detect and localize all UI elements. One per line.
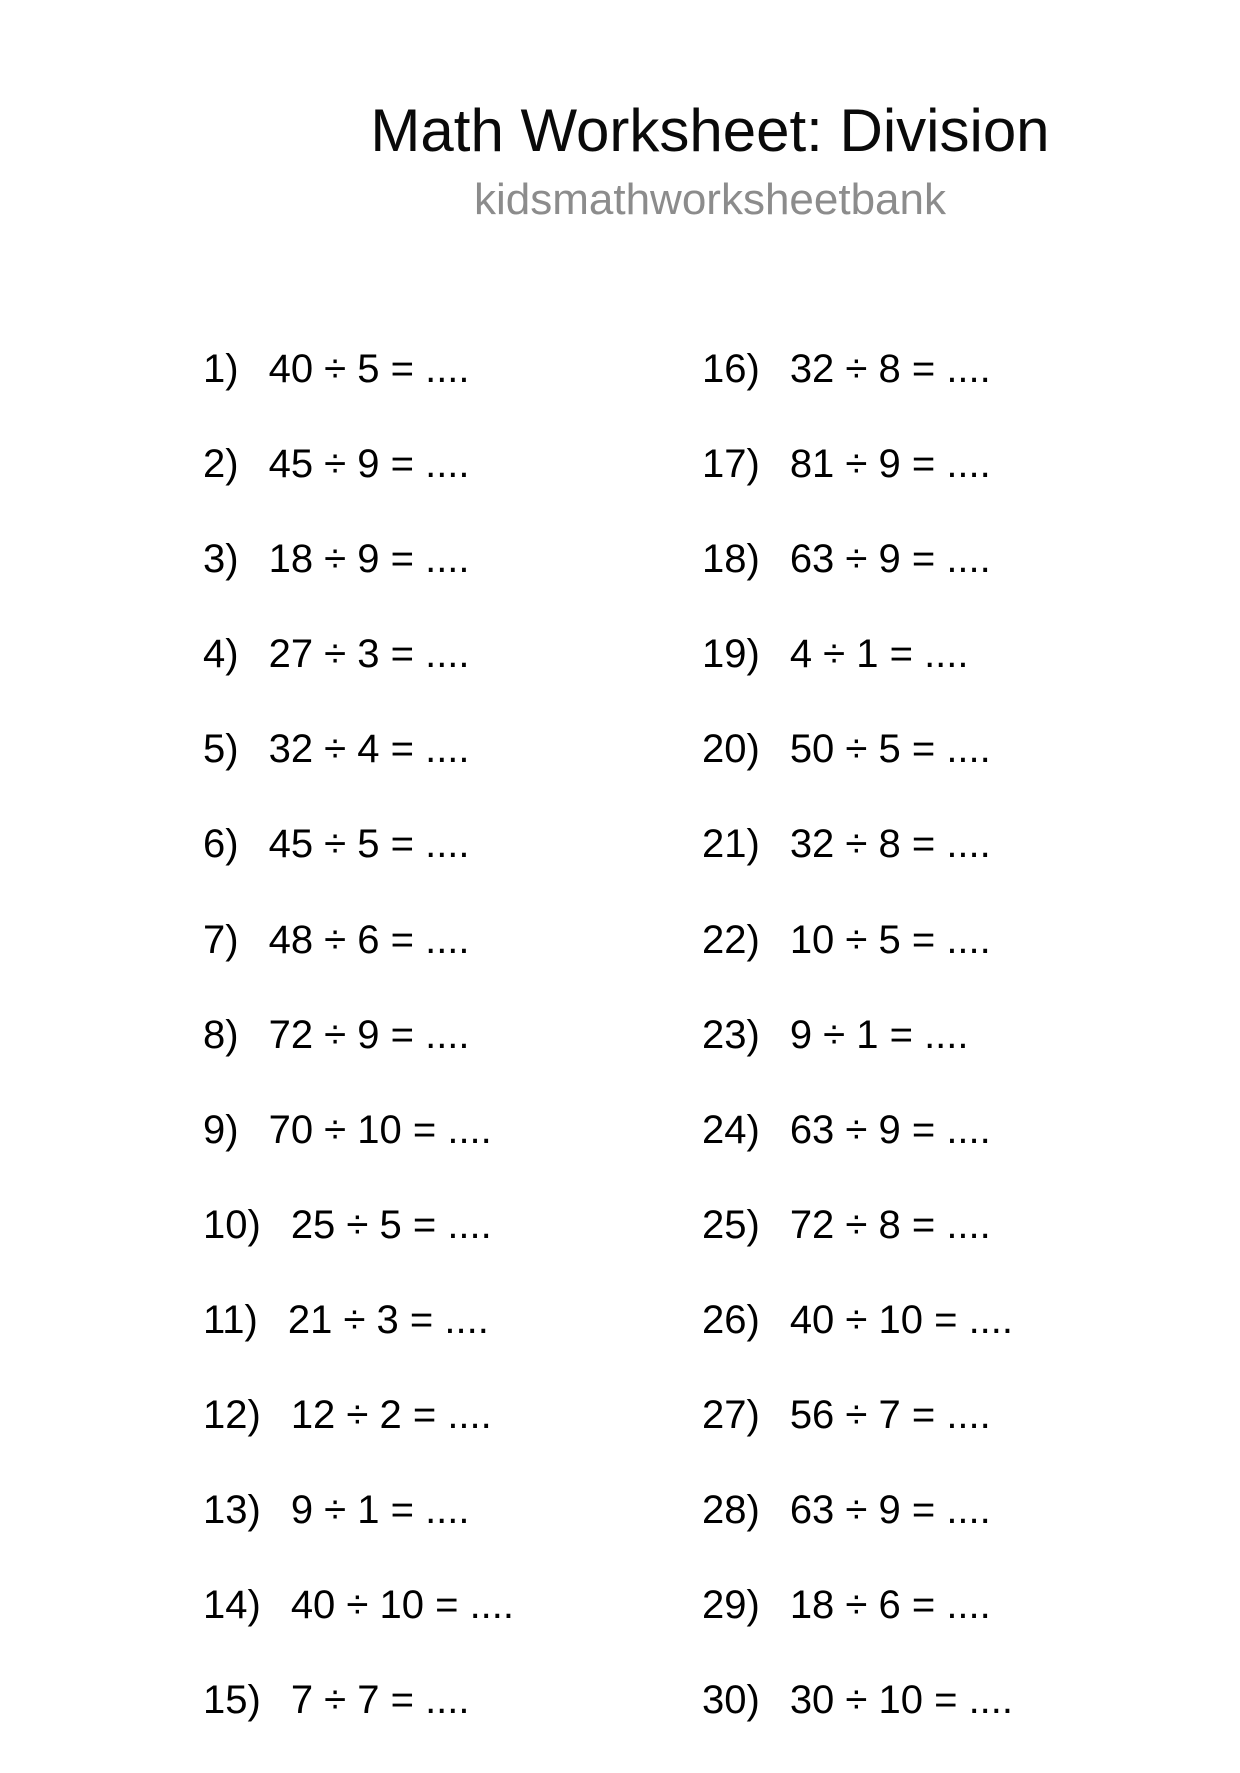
problems-column-right xyxy=(702,347,1013,1773)
problem-row xyxy=(702,1298,1013,1393)
problem-row xyxy=(702,1013,1013,1108)
problem-row xyxy=(203,1678,514,1773)
problem-row xyxy=(203,1583,514,1678)
problem-expression: 63 ÷ 9 = .... xyxy=(789,1488,991,1533)
problem-number: 1) xyxy=(203,347,239,391)
worksheet-header xyxy=(0,97,1240,224)
problem-row xyxy=(702,442,1013,537)
problem-expression: 70 ÷ 10 = .... xyxy=(268,1107,492,1152)
problem-expression: 45 ÷ 5 = .... xyxy=(268,822,470,867)
problem-row xyxy=(203,1108,514,1203)
problem-expression: 45 ÷ 9 = .... xyxy=(268,442,470,487)
problem-number: 13) xyxy=(203,1488,261,1533)
problem-number: 6) xyxy=(203,822,239,867)
problem-row xyxy=(702,1488,1013,1583)
problem-row xyxy=(702,1393,1013,1488)
problem-row xyxy=(702,727,1013,822)
problem-expression: 40 ÷ 10 = .... xyxy=(290,1583,515,1628)
problem-expression: 9 ÷ 1 = .... xyxy=(290,1488,470,1533)
problem-expression: 21 ÷ 3 = .... xyxy=(287,1297,489,1342)
problem-number: 26) xyxy=(702,1297,760,1342)
problem-expression: 30 ÷ 10 = .... xyxy=(789,1678,1014,1723)
problem-expression: 50 ÷ 5 = .... xyxy=(789,727,991,772)
problem-number: 27) xyxy=(702,1393,760,1438)
problem-number: 22) xyxy=(702,917,760,962)
page-title: Math Worksheet: Division xyxy=(370,97,1050,164)
problem-expression: 7 ÷ 7 = .... xyxy=(290,1678,470,1723)
problem-expression: 72 ÷ 9 = .... xyxy=(268,1012,470,1057)
problem-row xyxy=(702,537,1013,632)
problem-number: 2) xyxy=(203,442,239,487)
problem-row xyxy=(702,1678,1013,1773)
problem-expression: 18 ÷ 6 = .... xyxy=(789,1583,991,1628)
problem-number: 19) xyxy=(702,632,760,677)
problem-number: 21) xyxy=(702,822,760,867)
problem-row xyxy=(203,1298,514,1393)
problem-row xyxy=(203,537,514,632)
problem-expression: 12 ÷ 2 = .... xyxy=(290,1393,492,1438)
problem-expression: 32 ÷ 4 = .... xyxy=(268,727,470,772)
problem-expression: 4 ÷ 1 = .... xyxy=(789,632,969,677)
problem-expression: 72 ÷ 8 = .... xyxy=(789,1202,991,1247)
problem-number: 15) xyxy=(203,1678,261,1723)
problem-row xyxy=(702,822,1013,917)
problem-number: 30) xyxy=(702,1678,760,1723)
problem-expression: 81 ÷ 9 = .... xyxy=(789,442,991,487)
page-subtitle: kidsmathworksheetbank xyxy=(473,175,946,224)
problem-number: 10) xyxy=(203,1202,261,1247)
problem-number: 9) xyxy=(203,1107,239,1152)
problem-number: 24) xyxy=(702,1107,760,1152)
problem-row xyxy=(203,822,514,917)
problem-expression: 9 ÷ 1 = .... xyxy=(789,1012,969,1057)
problem-expression: 63 ÷ 9 = .... xyxy=(789,1107,991,1152)
problem-number: 12) xyxy=(203,1393,261,1438)
problem-expression: 48 ÷ 6 = .... xyxy=(268,917,470,962)
problem-number: 23) xyxy=(702,1012,760,1057)
problem-row xyxy=(203,1013,514,1108)
problem-number: 18) xyxy=(702,537,760,582)
problem-row xyxy=(203,1203,514,1298)
problem-number: 20) xyxy=(702,727,760,772)
problem-expression: 27 ÷ 3 = .... xyxy=(268,632,470,677)
problem-expression: 32 ÷ 8 = .... xyxy=(789,822,991,867)
problem-expression: 10 ÷ 5 = .... xyxy=(789,917,991,962)
problem-row xyxy=(203,727,514,822)
problem-row xyxy=(203,1488,514,1583)
problem-number: 25) xyxy=(702,1202,760,1247)
problem-number: 5) xyxy=(203,727,239,772)
problem-expression: 18 ÷ 9 = .... xyxy=(268,537,470,582)
problem-row xyxy=(702,1203,1013,1298)
problem-expression: 40 ÷ 10 = .... xyxy=(789,1297,1014,1342)
problem-row xyxy=(203,632,514,727)
problem-row xyxy=(702,918,1013,1013)
problems-column-left xyxy=(203,347,514,1773)
problem-expression: 40 ÷ 5 = .... xyxy=(268,347,470,391)
problem-number: 17) xyxy=(702,442,760,487)
problem-row xyxy=(203,442,514,537)
problem-number: 4) xyxy=(203,632,239,677)
problem-row xyxy=(702,632,1013,727)
problem-expression: 56 ÷ 7 = .... xyxy=(789,1393,991,1438)
problem-number: 16) xyxy=(702,347,760,391)
problem-number: 29) xyxy=(702,1583,760,1628)
problem-expression: 63 ÷ 9 = .... xyxy=(789,537,991,582)
problem-number: 7) xyxy=(203,917,239,962)
problem-row xyxy=(702,1583,1013,1678)
problem-number: 28) xyxy=(702,1488,760,1533)
problem-row xyxy=(702,1108,1013,1203)
problem-row xyxy=(203,1393,514,1488)
problem-row xyxy=(203,918,514,1013)
problems-area xyxy=(0,347,1240,1754)
problem-row xyxy=(203,347,514,442)
problem-number: 14) xyxy=(203,1583,261,1628)
problem-number: 3) xyxy=(203,537,239,582)
problem-expression: 32 ÷ 8 = .... xyxy=(789,347,991,391)
problem-number: 11) xyxy=(203,1297,258,1342)
problem-row xyxy=(702,347,1013,442)
problem-number: 8) xyxy=(203,1012,239,1057)
problem-expression: 25 ÷ 5 = .... xyxy=(290,1202,492,1247)
